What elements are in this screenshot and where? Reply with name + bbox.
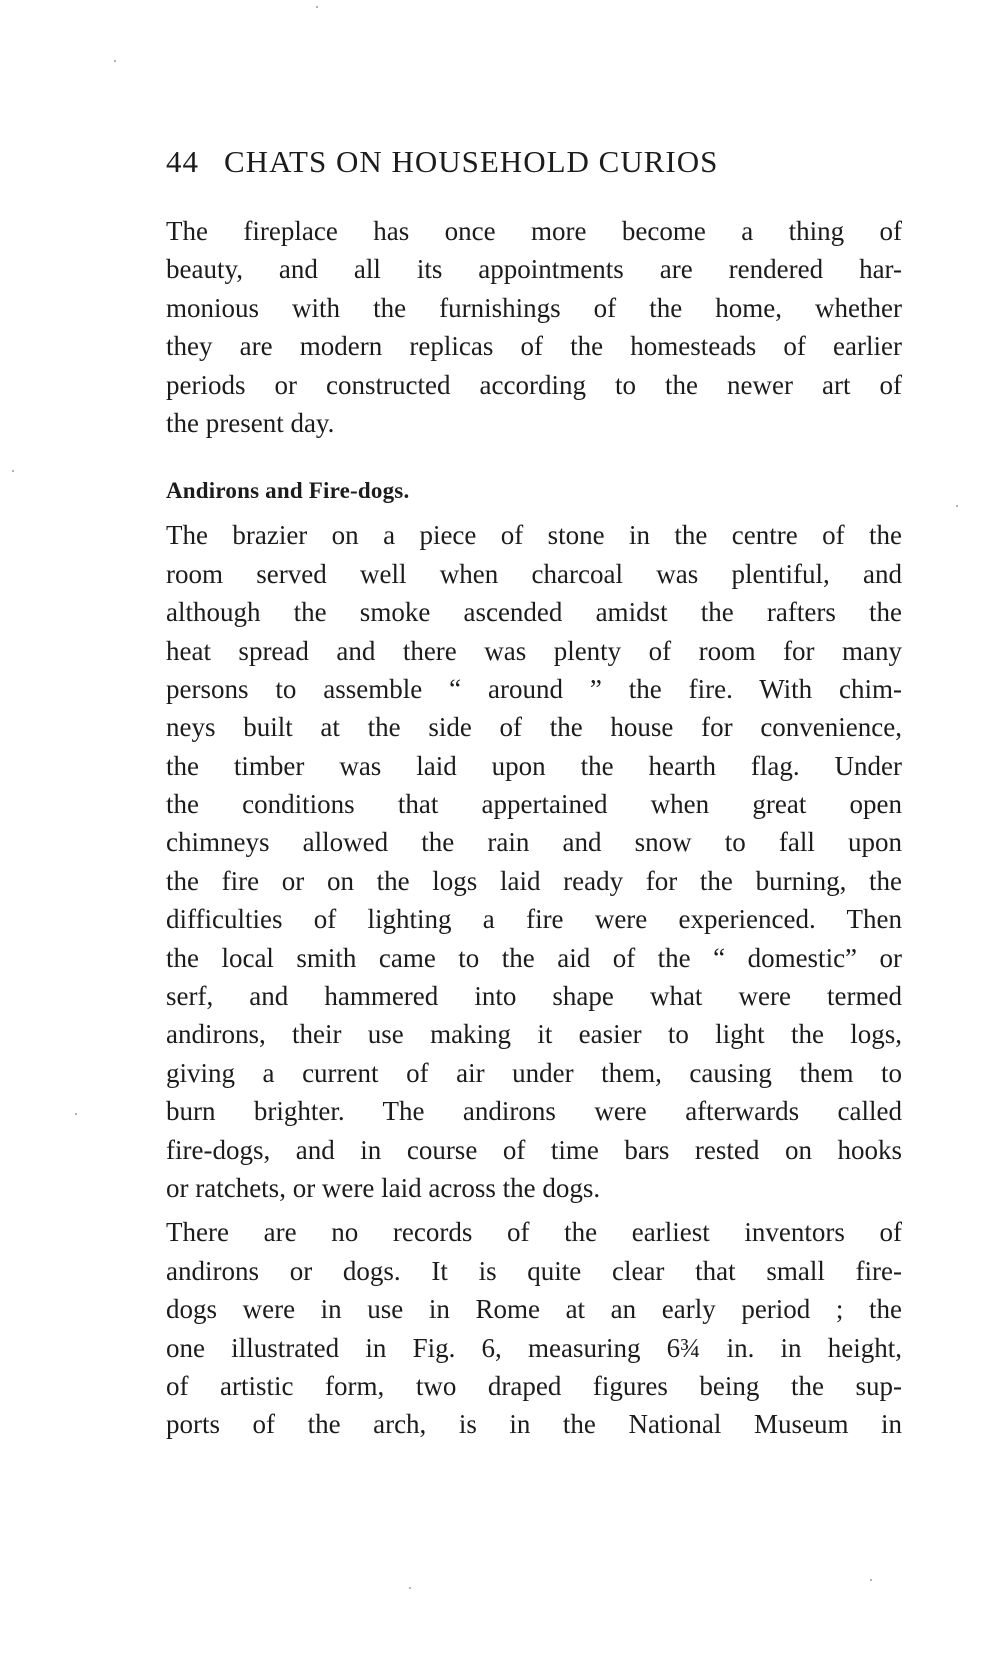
paper-speck [75, 1113, 77, 1115]
paper-speck [114, 60, 116, 62]
paragraph-2-line: although the smoke ascended amidst the rafters the [166, 597, 902, 628]
section-heading: Andirons and Fire-dogs. [166, 478, 410, 504]
paragraph-2-line: heat spread and there was plenty of room for many [166, 635, 902, 666]
paragraph-3-line: There are no records of the earliest inventors of [166, 1217, 902, 1248]
body-text [166, 212, 902, 1444]
page-number: 44 [166, 144, 199, 179]
paragraph-1-line: they are modern replicas of the homesteads of earlier [166, 331, 902, 362]
paragraph-2-line: serf, and hammered into shape what were termed [166, 981, 902, 1012]
paragraph-2-line: burn brighter. The andirons were afterwards called [166, 1096, 902, 1127]
paragraph-2-line: or ratchets, or were laid across the dogs. [166, 1172, 601, 1203]
paragraph-2-line: neys built at the side of the house for convenience, [166, 712, 902, 743]
paragraph-1-line: beauty, and all its appointments are rendered har- [166, 254, 902, 285]
running-head [166, 142, 906, 182]
paragraph-2-line: room served well when charcoal was plentiful, and [166, 558, 902, 589]
paragraph-3-line: dogs were in use in Rome at an early period ; the [166, 1294, 902, 1325]
paragraph-1 [166, 212, 902, 442]
paragraph-2-line: giving a current of air under them, causing them to [166, 1057, 902, 1088]
paragraph-2-line: chimneys allowed the rain and snow to fall upon [166, 827, 902, 858]
paragraph-3-line: andirons or dogs. It is quite clear that small fire- [166, 1255, 902, 1286]
paragraph-2-line: the local smith came to the aid of the “ domestic” or [166, 942, 902, 973]
paper-speck [956, 505, 958, 507]
paragraph-1-line: monious with the furnishings of the home, whether [166, 292, 902, 323]
paragraph-2-line: persons to assemble “ around ” the fire. With chim- [166, 673, 902, 704]
paragraph-2-line: andirons, their use making it easier to light the logs, [166, 1019, 902, 1050]
paragraph-1-line: the present day. [166, 407, 335, 438]
paragraph-2-line: fire-dogs, and in course of time bars rested on hooks [166, 1134, 902, 1165]
paragraph-1-line: The fireplace has once more become a thing of [166, 216, 902, 246]
paragraph-2-line: the conditions that appertained when great open [166, 789, 902, 820]
paragraph-3 [166, 1213, 902, 1443]
paper-speck [409, 1587, 411, 1589]
paper-speck [316, 6, 318, 8]
running-title: CHATS ON HOUSEHOLD CURIOS [224, 144, 719, 179]
paragraph-2-line: difficulties of lighting a fire were experienced. Then [166, 904, 902, 935]
paper-speck [12, 470, 14, 472]
paragraph-2-line: The brazier on a piece of stone in the centre of the [166, 520, 902, 551]
paragraph-3-line: of artistic form, two draped figures being the sup- [166, 1370, 902, 1401]
paragraph-3-line: ports of the arch, is in the National Museum in [166, 1409, 902, 1440]
paragraph-3-line: one illustrated in Fig. 6, measuring 6¾ in. in height, [166, 1332, 902, 1363]
paragraph-2-line: the fire or on the logs laid ready for the burning, the [166, 865, 902, 896]
paper-speck [870, 1579, 872, 1581]
paragraph-2 [166, 516, 902, 1207]
paragraph-1-line: periods or constructed according to the newer art of [166, 369, 902, 400]
paragraph-2-line: the timber was laid upon the hearth flag. Under [166, 750, 902, 781]
